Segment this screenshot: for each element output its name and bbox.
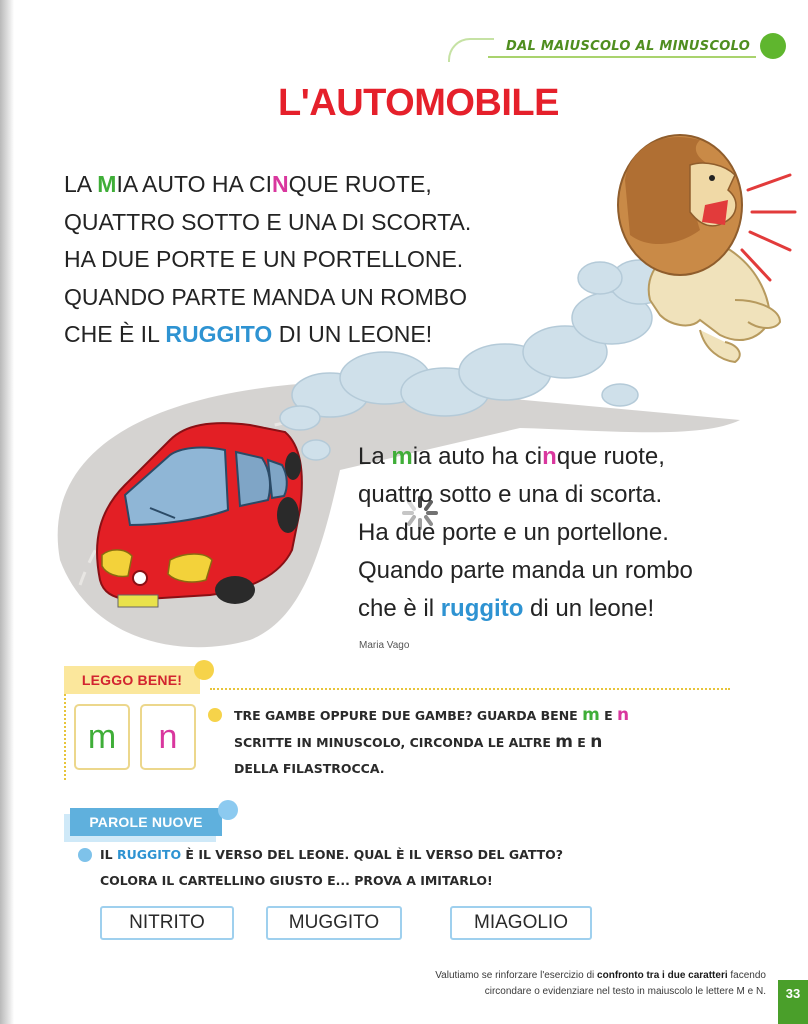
- poem-line: [64, 316, 471, 354]
- note-line: [300, 968, 766, 984]
- instruction-line: [100, 842, 563, 868]
- letter-m-highlight: M: [97, 171, 117, 197]
- bullet-icon: [78, 848, 92, 862]
- teacher-note: [300, 968, 766, 1000]
- poem-line: HA DUE PORTE E UN PORTELLONE.: [64, 246, 464, 272]
- text: Valutiamo se rinforzare l'esercizio di: [435, 970, 598, 981]
- instruction-line: [234, 702, 629, 729]
- text: E: [599, 708, 618, 723]
- poem-line: QUANDO PARTE MANDA UN ROMBO: [64, 283, 467, 310]
- text: ia auto ha ci: [412, 443, 543, 470]
- poem-line: Quando parte manda un rombo: [358, 557, 693, 584]
- text: La: [358, 443, 392, 470]
- poem-line: quattro sotto e una di scorta.: [358, 481, 663, 508]
- poem-line: [64, 166, 471, 204]
- text: LA: [64, 171, 98, 197]
- parole-instructions: [100, 842, 563, 894]
- keyword-ruggito: RUGGITO: [116, 847, 182, 862]
- letter-n: n: [617, 705, 630, 725]
- text: IL: [100, 847, 117, 862]
- text: SCRITTE IN MINUSCOLO, CIRCONDA LE ALTRE: [234, 735, 556, 750]
- roar-lines: [742, 175, 795, 280]
- answer-card-muggito[interactable]: MUGGITO: [266, 906, 402, 940]
- letter-n-highlight: N: [271, 171, 289, 197]
- keyword-ruggito: RUGGITO: [165, 321, 273, 347]
- note-line: circondare o evidenziare nel testo in maiuscolo le lettere M e N.: [484, 986, 766, 997]
- text: DI UN LEONE!: [272, 321, 433, 347]
- text: TRE GAMBE OPPURE DUE GAMBE? GUARDA BENE: [234, 708, 583, 723]
- poem-line: QUATTRO SOTTO E UNA DI SCORTA.: [64, 208, 472, 235]
- answer-card-nitrito[interactable]: NITRITO: [100, 906, 234, 940]
- letter-m-highlight: m: [391, 443, 413, 470]
- letter-m: m: [582, 705, 600, 725]
- bullet-icon: [208, 708, 222, 722]
- text: IA AUTO HA CI: [116, 171, 272, 197]
- text: que ruote,: [556, 443, 665, 470]
- poem-uppercase: [64, 166, 471, 354]
- instruction-line: [234, 729, 629, 756]
- text: È IL VERSO DEL LEONE. QUAL È IL VERSO DEL GATTO?: [181, 847, 564, 862]
- letter-box-n: n: [140, 704, 196, 770]
- text: facendo: [727, 970, 766, 981]
- instruction-line: COLORA IL CARTELLINO GIUSTO E... PROVA A IMITARLO!: [100, 873, 493, 888]
- leggo-bene-label: LEGGO BENE!: [64, 666, 200, 694]
- text: E: [572, 735, 591, 750]
- text: CHE È IL: [64, 321, 166, 347]
- keyword-ruggito: ruggito: [440, 595, 524, 622]
- text: QUE RUOTE,: [288, 171, 432, 197]
- page-title: L'AUTOMOBILE: [278, 82, 559, 124]
- poem-line: [358, 438, 693, 476]
- letter-m: m: [555, 732, 573, 752]
- answer-card-miagolio[interactable]: MIAGOLIO: [450, 906, 592, 940]
- divider: [210, 688, 730, 690]
- page-number: 33: [778, 980, 808, 1024]
- letter-box-m: m: [74, 704, 130, 770]
- letter-n: n: [590, 732, 603, 752]
- letter-n-highlight: n: [542, 443, 557, 470]
- parole-dot-icon: [218, 800, 238, 820]
- section-title: DAL MAIUSCOLO AL MINUSCOLO: [506, 38, 751, 54]
- leggo-dot-icon: [194, 660, 214, 680]
- poem-line: [358, 590, 693, 628]
- poem-line: Ha due porte e un portellone.: [358, 519, 669, 546]
- instruction-line: DELLA FILASTROCCA.: [234, 761, 385, 776]
- divider: [64, 694, 66, 780]
- poem-lowercase: [358, 438, 693, 628]
- leggo-instructions: [234, 702, 629, 782]
- text: di un leone!: [523, 595, 655, 622]
- text-bold: confronto tra i due caratteri: [597, 970, 728, 981]
- poem-author: Maria Vago: [359, 640, 410, 651]
- parole-nuove-label: PAROLE NUOVE: [70, 808, 222, 836]
- text: che è il: [358, 595, 441, 622]
